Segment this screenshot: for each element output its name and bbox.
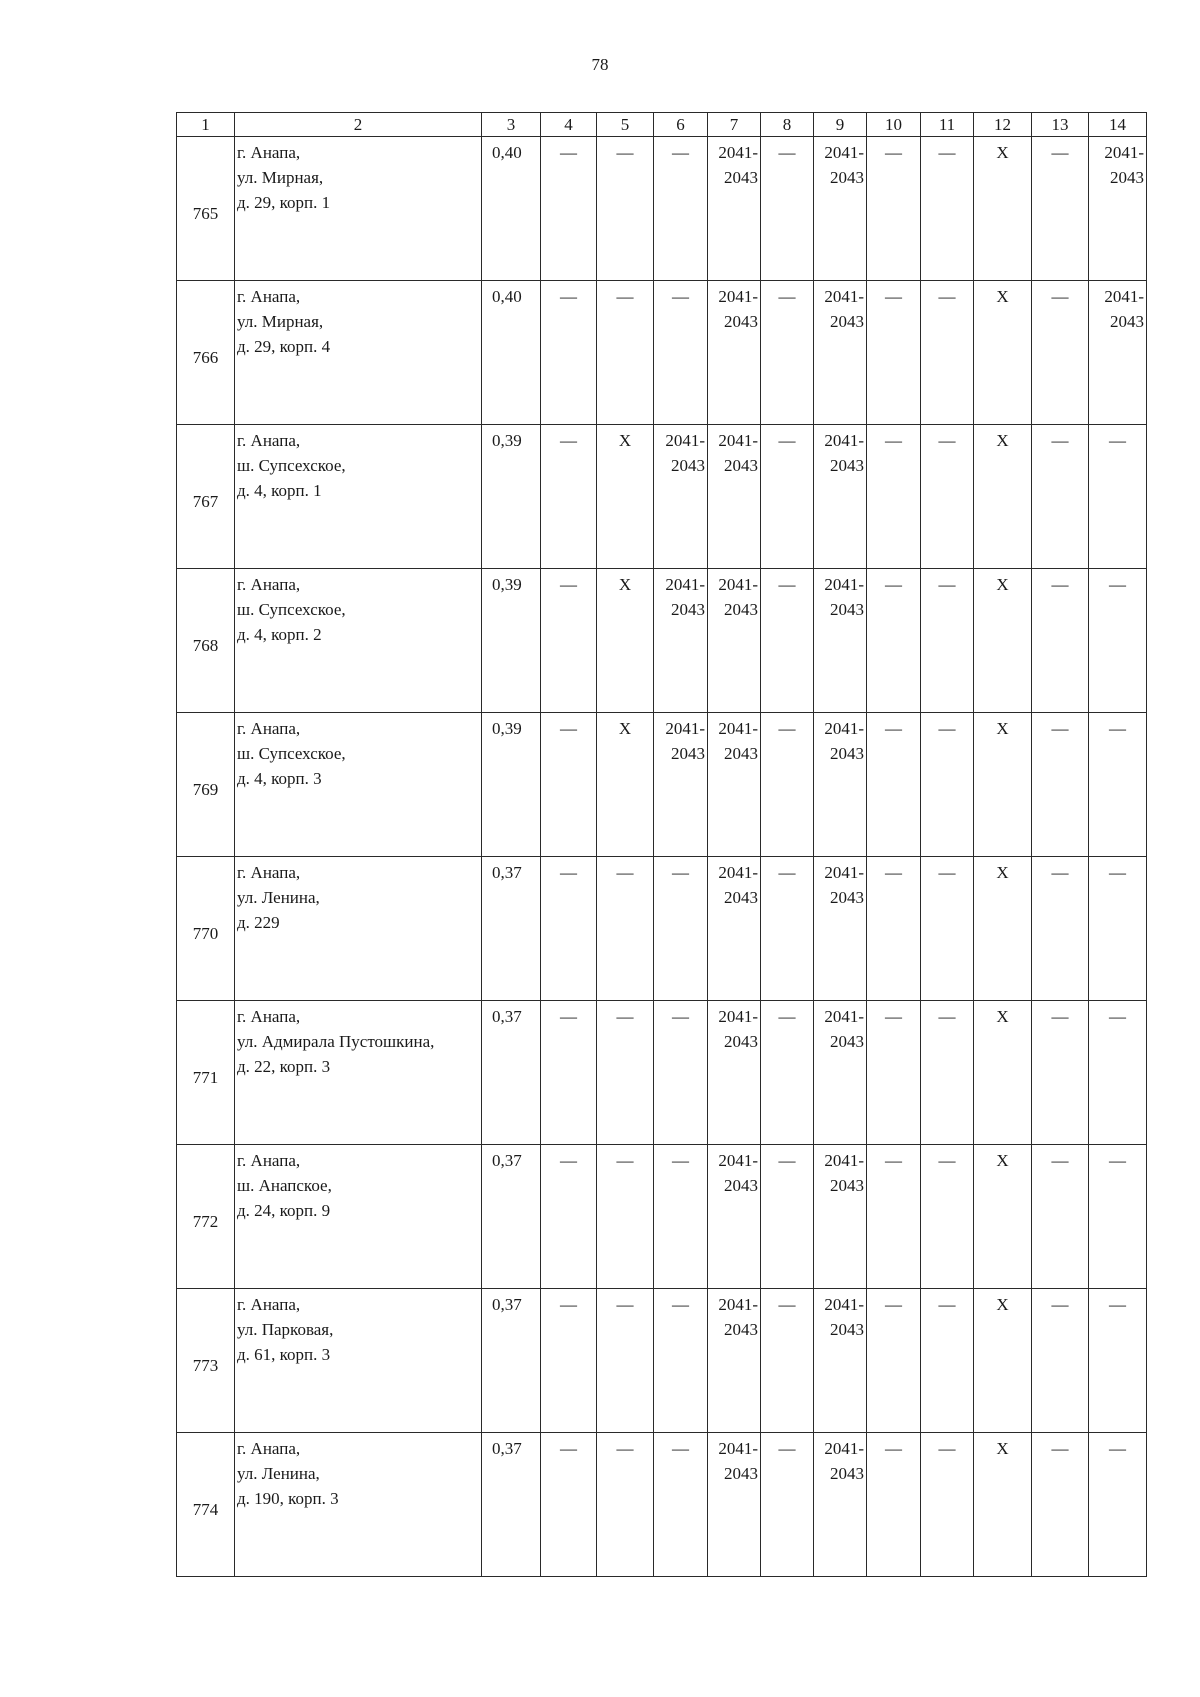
cell-c12: Х	[974, 1145, 1032, 1289]
cell-c4: —	[541, 569, 597, 713]
cell-c13: —	[1032, 281, 1089, 425]
column-header-9: 9	[814, 113, 867, 137]
cell-c9: 2041- 2043	[814, 1001, 867, 1145]
cell-c6: —	[654, 281, 708, 425]
cell-c4: —	[541, 137, 597, 281]
cell-c3: 0,37	[482, 857, 541, 1001]
table-row	[177, 1001, 1147, 1145]
address-line: ул. Адмирала Пустошкина,	[237, 1032, 435, 1051]
address-line: ул. Ленина,	[237, 888, 320, 907]
address-line: г. Анапа,	[237, 287, 301, 306]
address-line: д. 4, корп. 2	[237, 625, 322, 644]
cell-c3: 0,37	[482, 1001, 541, 1145]
cell-c4: —	[541, 425, 597, 569]
address-line: д. 24, корп. 9	[237, 1201, 331, 1220]
cell-c10: —	[867, 281, 921, 425]
address-line: ул. Ленина,	[237, 1464, 320, 1483]
cell-c14: 2041- 2043	[1089, 281, 1147, 425]
address-line: ул. Парковая,	[237, 1320, 334, 1339]
cell-c8: —	[761, 713, 814, 857]
column-header-7: 7	[708, 113, 761, 137]
cell-c9: 2041- 2043	[814, 1289, 867, 1433]
cell-c6: —	[654, 1433, 708, 1577]
cell-c10: —	[867, 1145, 921, 1289]
cell-c5: —	[597, 1433, 654, 1577]
column-header-14: 14	[1089, 113, 1147, 137]
cell-c8: —	[761, 137, 814, 281]
cell-c4: —	[541, 281, 597, 425]
cell-c9: 2041- 2043	[814, 857, 867, 1001]
cell-c13: —	[1032, 857, 1089, 1001]
cell-c4: —	[541, 1289, 597, 1433]
cell-c7: 2041- 2043	[708, 857, 761, 1001]
cell-c5: —	[597, 1001, 654, 1145]
table-row	[177, 713, 1147, 857]
table-row	[177, 857, 1147, 1001]
cell-c12: Х	[974, 569, 1032, 713]
cell-c11: —	[921, 569, 974, 713]
cell-c9: 2041- 2043	[814, 713, 867, 857]
cell-c10: —	[867, 569, 921, 713]
cell-c14: —	[1089, 425, 1147, 569]
cell-c8: —	[761, 281, 814, 425]
column-header-6: 6	[654, 113, 708, 137]
table-row	[177, 425, 1147, 569]
address-line: д. 4, корп. 3	[237, 769, 322, 788]
cell-c11: —	[921, 1001, 974, 1145]
address-cell	[235, 1145, 482, 1289]
address-line: г. Анапа,	[237, 1151, 301, 1170]
cell-c3: 0,40	[482, 281, 541, 425]
cell-c10: —	[867, 713, 921, 857]
column-header-12: 12	[974, 113, 1032, 137]
column-header-5: 5	[597, 113, 654, 137]
address-cell	[235, 1289, 482, 1433]
cell-c13: —	[1032, 425, 1089, 569]
cell-c13: —	[1032, 569, 1089, 713]
address-cell	[235, 857, 482, 1001]
address-line: ш. Супсехское,	[237, 600, 346, 619]
cell-c14: 2041- 2043	[1089, 137, 1147, 281]
address-line: ш. Супсехское,	[237, 456, 346, 475]
address-cell	[235, 1433, 482, 1577]
cell-c4: —	[541, 1001, 597, 1145]
address-line: г. Анапа,	[237, 863, 301, 882]
cell-c14: —	[1089, 1001, 1147, 1145]
cell-c14: —	[1089, 569, 1147, 713]
column-header-2: 2	[235, 113, 482, 137]
address-line: ул. Мирная,	[237, 312, 324, 331]
page-number: 78	[591, 55, 609, 74]
table-body	[177, 137, 1147, 1577]
cell-c11: —	[921, 1145, 974, 1289]
address-line: г. Анапа,	[237, 431, 301, 450]
cell-c3: 0,40	[482, 137, 541, 281]
column-header-10: 10	[867, 113, 921, 137]
address-line: ш. Супсехское,	[237, 744, 346, 763]
cell-c6: 2041- 2043	[654, 713, 708, 857]
cell-c11: —	[921, 425, 974, 569]
row-number: 766	[177, 281, 235, 425]
table-row	[177, 1433, 1147, 1577]
cell-c6: —	[654, 137, 708, 281]
cell-c11: —	[921, 857, 974, 1001]
cell-c13: —	[1032, 1145, 1089, 1289]
cell-c13: —	[1032, 713, 1089, 857]
cell-c6: —	[654, 1001, 708, 1145]
cell-c8: —	[761, 1289, 814, 1433]
cell-c13: —	[1032, 1289, 1089, 1433]
cell-c8: —	[761, 425, 814, 569]
row-number: 768	[177, 569, 235, 713]
cell-c4: —	[541, 1145, 597, 1289]
cell-c11: —	[921, 137, 974, 281]
row-number: 771	[177, 1001, 235, 1145]
table-header	[177, 113, 1147, 137]
cell-c7: 2041- 2043	[708, 425, 761, 569]
cell-c14: —	[1089, 1145, 1147, 1289]
cell-c10: —	[867, 137, 921, 281]
column-header-11: 11	[921, 113, 974, 137]
cell-c12: Х	[974, 1001, 1032, 1145]
cell-c14: —	[1089, 713, 1147, 857]
cell-c12: Х	[974, 137, 1032, 281]
cell-c4: —	[541, 713, 597, 857]
cell-c12: Х	[974, 1433, 1032, 1577]
cell-c13: —	[1032, 1433, 1089, 1577]
cell-c3: 0,39	[482, 713, 541, 857]
cell-c7: 2041- 2043	[708, 1433, 761, 1577]
cell-c11: —	[921, 713, 974, 857]
table-row	[177, 569, 1147, 713]
address-line: д. 61, корп. 3	[237, 1345, 331, 1364]
address-line: д. 4, корп. 1	[237, 481, 322, 500]
cell-c10: —	[867, 1001, 921, 1145]
cell-c6: —	[654, 1289, 708, 1433]
cell-c3: 0,37	[482, 1145, 541, 1289]
row-number: 774	[177, 1433, 235, 1577]
cell-c9: 2041- 2043	[814, 569, 867, 713]
cell-c3: 0,39	[482, 569, 541, 713]
cell-c12: Х	[974, 713, 1032, 857]
cell-c5: —	[597, 281, 654, 425]
cell-c12: Х	[974, 1289, 1032, 1433]
cell-c8: —	[761, 1145, 814, 1289]
cell-c14: —	[1089, 1289, 1147, 1433]
column-header-8: 8	[761, 113, 814, 137]
address-line: д. 229	[237, 913, 280, 932]
cell-c3: 0,37	[482, 1433, 541, 1577]
cell-c11: —	[921, 1289, 974, 1433]
cell-c9: 2041- 2043	[814, 1145, 867, 1289]
cell-c12: Х	[974, 857, 1032, 1001]
cell-c11: —	[921, 1433, 974, 1577]
cell-c9: 2041- 2043	[814, 281, 867, 425]
cell-c10: —	[867, 857, 921, 1001]
cell-c6: —	[654, 857, 708, 1001]
address-cell	[235, 713, 482, 857]
cell-c9: 2041- 2043	[814, 1433, 867, 1577]
address-line: г. Анапа,	[237, 719, 301, 738]
cell-c7: 2041- 2043	[708, 569, 761, 713]
cell-c5: —	[597, 1289, 654, 1433]
address-line: д. 29, корп. 4	[237, 337, 331, 356]
cell-c11: —	[921, 281, 974, 425]
cell-c6: 2041- 2043	[654, 569, 708, 713]
cell-c8: —	[761, 1001, 814, 1145]
table-row	[177, 137, 1147, 281]
row-number: 765	[177, 137, 235, 281]
table-row	[177, 281, 1147, 425]
cell-c5: —	[597, 137, 654, 281]
address-line: г. Анапа,	[237, 143, 301, 162]
cell-c9: 2041- 2043	[814, 425, 867, 569]
cell-c9: 2041- 2043	[814, 137, 867, 281]
address-cell	[235, 1001, 482, 1145]
address-line: г. Анапа,	[237, 1007, 301, 1026]
table-row	[177, 1289, 1147, 1433]
table-row	[177, 1145, 1147, 1289]
cell-c5: —	[597, 857, 654, 1001]
cell-c10: —	[867, 425, 921, 569]
address-cell	[235, 137, 482, 281]
cell-c5: Х	[597, 569, 654, 713]
address-line: ш. Анапское,	[237, 1176, 332, 1195]
header-row	[177, 113, 1147, 137]
cell-c7: 2041- 2043	[708, 713, 761, 857]
column-header-1: 1	[177, 113, 235, 137]
cell-c14: —	[1089, 857, 1147, 1001]
cell-c8: —	[761, 1433, 814, 1577]
address-line: д. 29, корп. 1	[237, 193, 331, 212]
row-number: 767	[177, 425, 235, 569]
cell-c5: Х	[597, 425, 654, 569]
register-table	[176, 112, 1147, 1577]
address-line: д. 22, корп. 3	[237, 1057, 331, 1076]
cell-c4: —	[541, 857, 597, 1001]
cell-c6: 2041- 2043	[654, 425, 708, 569]
cell-c5: Х	[597, 713, 654, 857]
column-header-3: 3	[482, 113, 541, 137]
cell-c3: 0,39	[482, 425, 541, 569]
cell-c8: —	[761, 857, 814, 1001]
cell-c14: —	[1089, 1433, 1147, 1577]
row-number: 772	[177, 1145, 235, 1289]
cell-c12: Х	[974, 281, 1032, 425]
column-header-4: 4	[541, 113, 597, 137]
address-line: г. Анапа,	[237, 1439, 301, 1458]
cell-c13: —	[1032, 137, 1089, 281]
cell-c7: 2041- 2043	[708, 1145, 761, 1289]
cell-c10: —	[867, 1289, 921, 1433]
address-line: д. 190, корп. 3	[237, 1489, 339, 1508]
cell-c13: —	[1032, 1001, 1089, 1145]
address-line: ул. Мирная,	[237, 168, 324, 187]
cell-c5: —	[597, 1145, 654, 1289]
row-number: 773	[177, 1289, 235, 1433]
address-line: г. Анапа,	[237, 575, 301, 594]
cell-c10: —	[867, 1433, 921, 1577]
address-line: г. Анапа,	[237, 1295, 301, 1314]
row-number: 769	[177, 713, 235, 857]
cell-c7: 2041- 2043	[708, 137, 761, 281]
cell-c7: 2041- 2043	[708, 1289, 761, 1433]
address-cell	[235, 281, 482, 425]
row-number: 770	[177, 857, 235, 1001]
address-cell	[235, 569, 482, 713]
cell-c6: —	[654, 1145, 708, 1289]
address-cell	[235, 425, 482, 569]
cell-c3: 0,37	[482, 1289, 541, 1433]
cell-c7: 2041- 2043	[708, 1001, 761, 1145]
cell-c8: —	[761, 569, 814, 713]
cell-c4: —	[541, 1433, 597, 1577]
cell-c7: 2041- 2043	[708, 281, 761, 425]
column-header-13: 13	[1032, 113, 1089, 137]
cell-c12: Х	[974, 425, 1032, 569]
